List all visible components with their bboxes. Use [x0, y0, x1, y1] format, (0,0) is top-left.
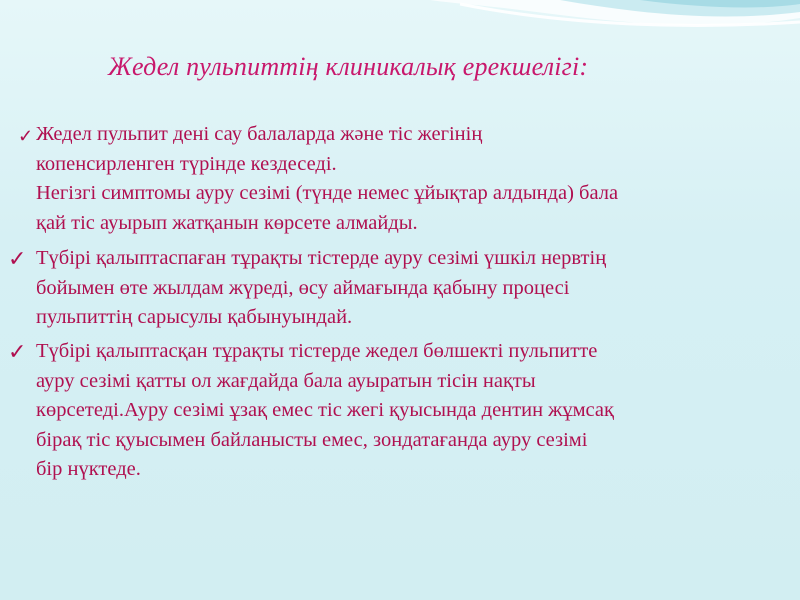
list-item	[0, 120, 800, 244]
line: қай тіс ауырып жатқанын көрсете алмайды.	[36, 211, 418, 234]
line: бойымен өте жылдам жүреді, өсу аймағында қабыну процесі	[36, 276, 570, 299]
line: Түбірі қалыптасқан тұрақты тістерде жедел бөлшекті пульпитте	[36, 340, 598, 362]
line: Жедел пульпит дені сау балаларда және тіс жегінің	[36, 123, 483, 145]
line: Түбірі қалыптаспаған тұрақты тістерде ауру сезімі үшкіл нервтің	[36, 247, 607, 269]
line: бір нүктеде.	[36, 458, 141, 480]
wave-decoration	[0, 0, 800, 60]
check-icon: ✓	[18, 126, 34, 146]
line: пульпиттің сарысулы қабынуындай.	[36, 306, 353, 328]
check-icon: ✓	[8, 339, 27, 364]
line: ауру сезімі қатты ол жағдайда бала ауыратын тісін нақты	[36, 369, 536, 392]
slide-title: Жедел пульпиттің клиникалық ерекшелігі:	[108, 52, 589, 81]
content-list	[0, 120, 800, 487]
line: Негізгі симптомы ауру сезімі (түнде немес ұйықтар алдында) бала	[36, 182, 619, 204]
line: көрсетеді.Ауру сезімі ұзақ емес тіс жегі қуысында дентин жұмсақ	[36, 399, 614, 421]
list-item	[0, 337, 800, 487]
line: бірақ тіс қуысымен байланысты емес, зондатағанда ауру сезімі	[36, 428, 588, 451]
check-icon: ✓	[8, 246, 27, 271]
list-item	[0, 244, 800, 337]
line: копенсирленген түрінде кездеседі.	[36, 152, 337, 175]
